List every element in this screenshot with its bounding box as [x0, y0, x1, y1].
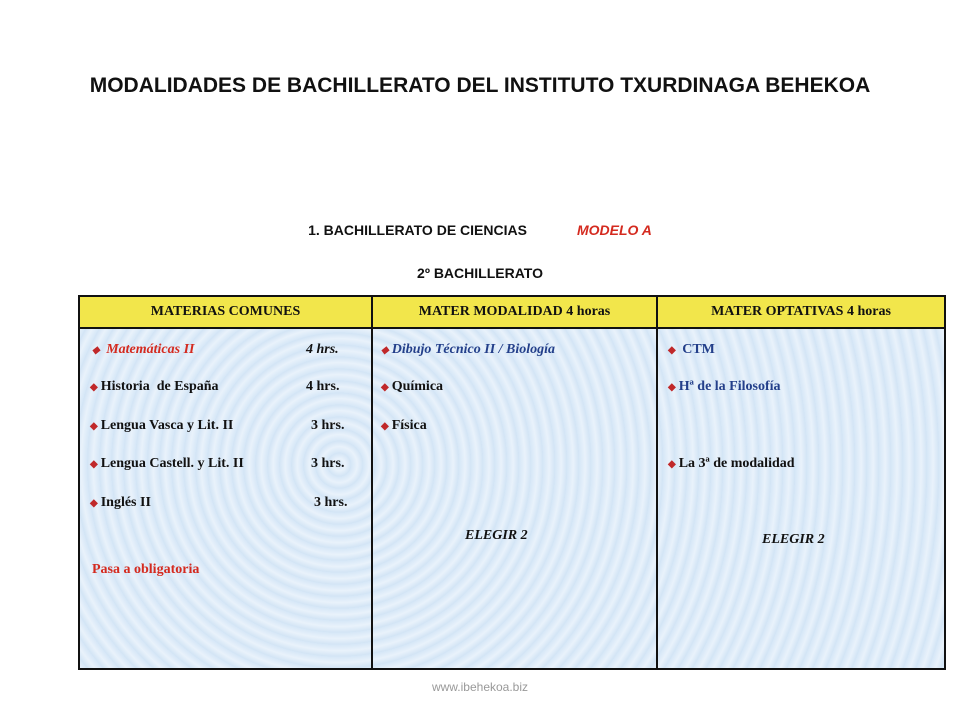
- comunes-note: Pasa a obligatoria: [92, 562, 200, 577]
- list-item: ◆ La 3ª de modalidad: [668, 456, 795, 471]
- list-item: ◆ CTM: [668, 342, 715, 357]
- diamond-bullet-icon: ◆: [381, 382, 389, 393]
- diamond-bullet-icon: ◆: [668, 382, 676, 393]
- diamond-bullet-icon: ◆: [92, 345, 100, 356]
- footer-url: www.ibehekoa.biz: [431, 680, 529, 694]
- list-item: ◆ Lengua Vasca y Lit. II: [90, 418, 234, 433]
- level-subtitle: 2º BACHILLERATO: [417, 265, 543, 281]
- program-subtitle: [0, 222, 960, 238]
- diamond-bullet-icon: ◆: [90, 459, 98, 470]
- diamond-bullet-icon: ◆: [668, 459, 676, 470]
- table-body: [80, 329, 944, 668]
- column-optativas: [658, 329, 944, 668]
- list-item: ◆ Química: [381, 379, 444, 394]
- diamond-bullet-icon: ◆: [381, 421, 389, 432]
- list-item: ◆ Historia de España: [90, 379, 219, 394]
- hours-value: 3 hrs.: [314, 495, 348, 510]
- list-item: ◆ Matemáticas II: [92, 342, 195, 357]
- header-modalidad: MATER MODALIDAD 4 horas: [373, 297, 658, 327]
- model-label: MODELO A: [576, 222, 652, 238]
- list-item: ◆ Lengua Castell. y Lit. II: [90, 456, 244, 471]
- subjects-table: [78, 295, 946, 670]
- hours-value: 4 hrs.: [306, 342, 339, 357]
- modalidad-note: ELEGIR 2: [465, 528, 528, 543]
- table-header: [80, 297, 944, 329]
- diamond-bullet-icon: ◆: [668, 345, 676, 356]
- header-comunes: MATERIAS COMUNES: [80, 297, 373, 327]
- diamond-bullet-icon: ◆: [381, 345, 389, 356]
- program-name: 1. BACHILLERATO DE CIENCIAS: [308, 222, 527, 238]
- page-title: MODALIDADES DE BACHILLERATO DEL INSTITUTO TXURDINAGA BEHEKOA: [89, 74, 871, 97]
- hours-value: 4 hrs.: [306, 379, 340, 394]
- list-item: ◆ Hª de la Filosofía: [668, 379, 781, 394]
- diamond-bullet-icon: ◆: [90, 498, 98, 509]
- column-comunes: [80, 329, 373, 668]
- optativas-note: ELEGIR 2: [762, 532, 825, 547]
- diamond-bullet-icon: ◆: [90, 421, 98, 432]
- diamond-bullet-icon: ◆: [90, 382, 98, 393]
- column-modalidad: [373, 329, 658, 668]
- header-optativas: MATER OPTATIVAS 4 horas: [711, 304, 891, 319]
- hours-value: 3 hrs.: [311, 418, 345, 433]
- hours-value: 3 hrs.: [311, 456, 345, 471]
- list-item: ◆ Inglés II: [90, 495, 151, 510]
- list-item: ◆ Física: [381, 418, 427, 433]
- list-item: ◆ Dibujo Técnico II / Biología: [381, 342, 556, 357]
